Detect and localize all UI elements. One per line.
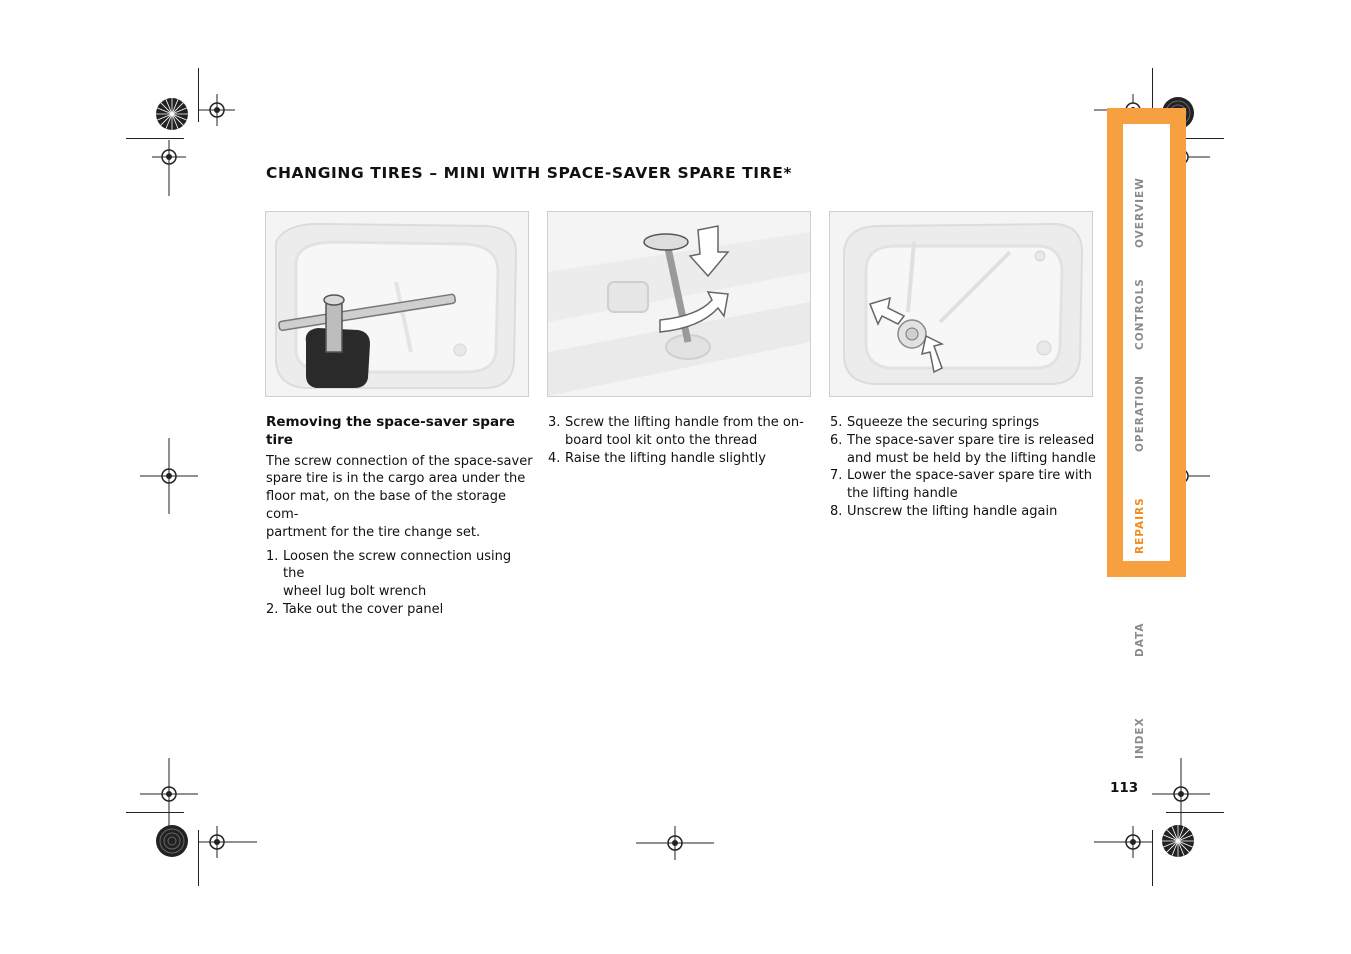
tab-controls[interactable]: CONTROLS xyxy=(1134,278,1146,350)
tab-data[interactable]: DATA xyxy=(1134,622,1146,657)
starburst-disc-icon xyxy=(155,824,189,858)
registration-target-icon xyxy=(199,94,235,126)
starburst-disc-icon xyxy=(155,97,189,131)
list-item: 6. The space-saver spare tire is released and must be held by the lifting handle xyxy=(830,432,1096,466)
figure-securing-springs xyxy=(829,211,1093,397)
list-item: 7. Lower the space-saver spare tire with the lifting handle xyxy=(830,468,1092,502)
list-item: 8. Unscrew the lifting handle again xyxy=(830,503,1058,519)
figure-lifting-handle xyxy=(547,211,811,397)
subheading: Removing the space-saver spare tire xyxy=(266,414,515,448)
steps-list xyxy=(830,414,1100,521)
registration-target-icon xyxy=(1094,826,1152,858)
figure-wrench-loosening xyxy=(265,211,529,397)
tab-repairs[interactable]: REPAIRS xyxy=(1134,497,1146,554)
list-item: 1. Loosen the screw connection using the wheel lug bolt wrench xyxy=(266,548,512,600)
column-lifting-handle xyxy=(548,414,818,467)
tab-operation[interactable]: OPERATION xyxy=(1134,375,1146,452)
page-heading: CHANGING TIRES – MINI WITH SPACE-SAVER SPARE TIRE* xyxy=(266,164,793,182)
registration-target-icon xyxy=(140,758,198,830)
list-item: 5. Squeeze the securing springs xyxy=(830,415,1040,430)
registration-target-icon xyxy=(636,826,714,860)
list-item: 3. Screw the lifting handle from the on- board tool kit onto the thread xyxy=(548,415,804,448)
list-item: 4. Raise the lifting handle slightly xyxy=(548,450,766,466)
list-item: 2. Take out the cover panel xyxy=(266,601,444,617)
tab-overview[interactable]: OVERVIEW xyxy=(1134,177,1146,248)
tab-index[interactable]: INDEX xyxy=(1134,717,1146,759)
registration-target-icon xyxy=(140,438,198,514)
column-release-tire xyxy=(830,414,1100,521)
page-number: 113 xyxy=(1110,780,1139,796)
column-removing-tire xyxy=(266,414,536,619)
steps-list xyxy=(548,414,818,467)
active-section-inner xyxy=(1123,124,1170,561)
starburst-disc-icon xyxy=(1161,824,1195,858)
steps-list xyxy=(266,548,536,619)
registration-target-icon xyxy=(1152,758,1210,830)
registration-target-icon xyxy=(199,826,257,858)
registration-target-icon xyxy=(152,140,186,196)
intro-paragraph: The screw connection of the space-saver spare tire is in the cargo area under the floor mat, on the base of the storage com- partment for the tire change set. xyxy=(266,453,533,540)
